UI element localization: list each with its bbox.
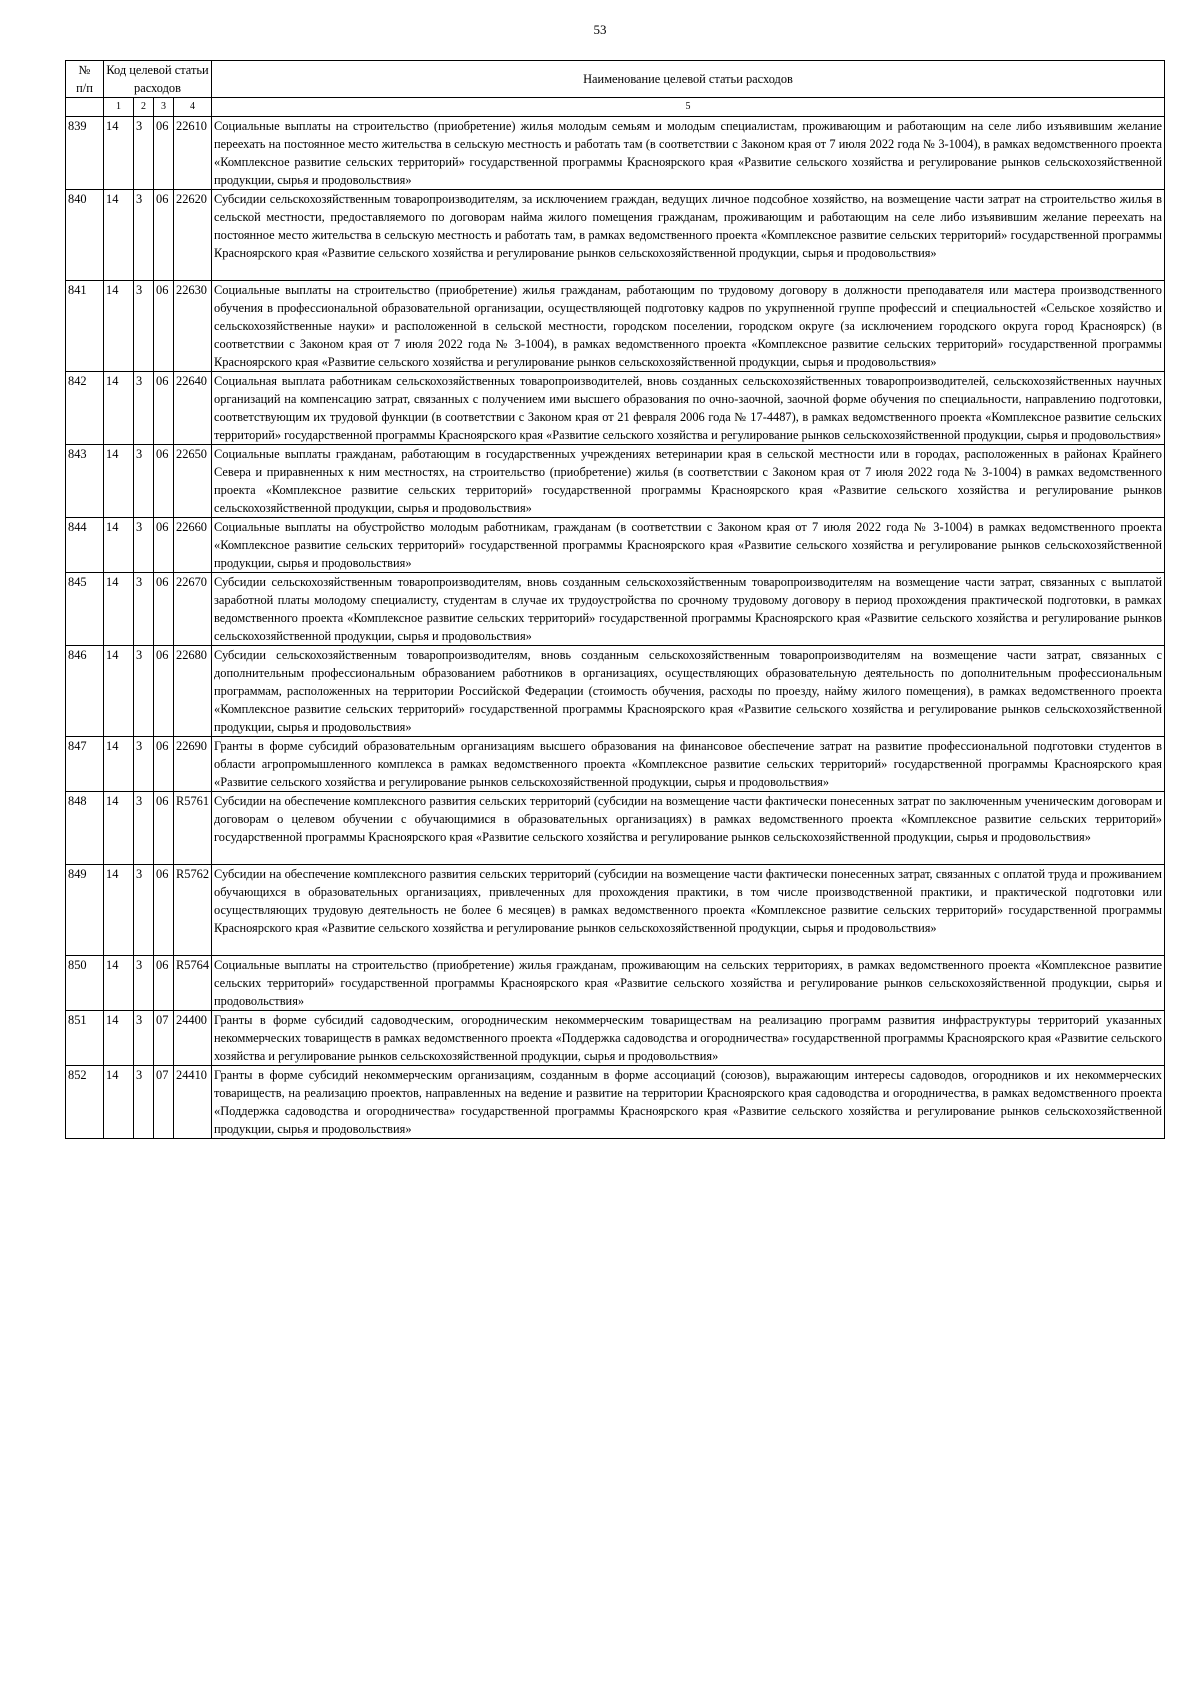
table-header-row bbox=[66, 61, 1165, 98]
row-name: Субсидии сельскохозяйственным товаропроизводителям, вновь созданным сельскохозяйственным товаропроизводителям на возмещение части затрат, связанных с выплатой заработной платы молодому специалисту, студентам в случае их трудоустройства по срочному трудовому договору в период прохождения практической подготовки, в рамках ведомственного проекта «Комплексное развитие сельских территорий» государственной программы Красноярского края «Развитие сельского хозяйства и регулирование рынков сельскохозяйственной продукции, сырья и продовольствия» bbox=[212, 573, 1165, 646]
row-name: Гранты в форме субсидий садоводческим, огородническим некоммерческим товариществам на реализацию программ развития инфраструктуры территорий указанных некоммерческих товариществ в рамках ведомственного проекта «Поддержка садоводства и огородничества» государственной программы Красноярского края «Развитие сельского хозяйства и регулирование рынков сельскохозяйственной продукции, сырья и продовольствия» bbox=[212, 1011, 1165, 1066]
header-index-cell: 3 bbox=[154, 98, 174, 117]
code-part-4: 22650 bbox=[174, 445, 212, 518]
code-part-3: 06 bbox=[154, 646, 174, 737]
row-number: 846 bbox=[66, 646, 104, 737]
code-part-3: 06 bbox=[154, 737, 174, 792]
code-part-2: 3 bbox=[134, 737, 154, 792]
code-part-2: 3 bbox=[134, 1011, 154, 1066]
row-name: Гранты в форме субсидий некоммерческим организациям, созданным в форме ассоциаций (союзов), выражающим интересы садоводов, огородников и их некоммерческих товариществ, на реализацию проектов, направленных на ведение и развитие на территории Красноярского края садоводства и огородничества, в рамках ведомственного проекта «Поддержка садоводства и огородничества» государственной программы Красноярского края «Развитие сельского хозяйства и регулирование рынков сельскохозяйственной продукции, сырья и продовольствия» bbox=[212, 1066, 1165, 1139]
code-part-4: 22690 bbox=[174, 737, 212, 792]
code-part-1: 14 bbox=[104, 372, 134, 445]
table-row bbox=[66, 956, 1165, 1011]
code-part-1: 14 bbox=[104, 865, 134, 956]
code-part-2: 3 bbox=[134, 372, 154, 445]
code-part-3: 06 bbox=[154, 190, 174, 281]
code-part-4: 22660 bbox=[174, 518, 212, 573]
code-part-4: 22610 bbox=[174, 117, 212, 190]
code-part-1: 14 bbox=[104, 117, 134, 190]
code-part-3: 06 bbox=[154, 792, 174, 865]
code-part-4: 22670 bbox=[174, 573, 212, 646]
row-name: Социальные выплаты на строительство (приобретение) жилья гражданам, проживающим на сельских территориях, в рамках ведомственного проекта «Комплексное развитие сельских территорий» государственной программы Красноярского края «Развитие сельского хозяйства и регулирование рынков сельскохозяйственной продукции, сырья и продовольствия» bbox=[212, 956, 1165, 1011]
header-index-cell: 2 bbox=[134, 98, 154, 117]
code-part-2: 3 bbox=[134, 1066, 154, 1139]
code-part-3: 06 bbox=[154, 372, 174, 445]
code-part-2: 3 bbox=[134, 281, 154, 372]
header-index-row bbox=[66, 98, 1165, 117]
code-part-2: 3 bbox=[134, 956, 154, 1011]
row-name: Субсидии на обеспечение комплексного развития сельских территорий (субсидии на возмещение части фактически понесенных затрат, связанных с оплатой труда и проживанием обучающихся в образовательных организациях, привлеченных для прохождения практики, в том числе производственной практики, и практической подготовки или осуществляющих трудовую деятельность не более 6 месяцев) в рамках ведомственного проекта «Комплексное развитие сельских территорий» государственной программы Красноярского края «Развитие сельского хозяйства и регулирование рынков сельскохозяйственной продукции, сырья и продовольствия» bbox=[212, 865, 1165, 956]
code-part-3: 06 bbox=[154, 518, 174, 573]
code-part-3: 07 bbox=[154, 1066, 174, 1139]
code-part-3: 07 bbox=[154, 1011, 174, 1066]
header-index-cell: 1 bbox=[104, 98, 134, 117]
code-part-3: 06 bbox=[154, 445, 174, 518]
code-part-4: R5762 bbox=[174, 865, 212, 956]
code-part-4: 24410 bbox=[174, 1066, 212, 1139]
row-number: 844 bbox=[66, 518, 104, 573]
code-part-1: 14 bbox=[104, 281, 134, 372]
code-part-4: R5764 bbox=[174, 956, 212, 1011]
row-number: 851 bbox=[66, 1011, 104, 1066]
row-number: 840 bbox=[66, 190, 104, 281]
code-part-1: 14 bbox=[104, 518, 134, 573]
code-part-2: 3 bbox=[134, 117, 154, 190]
table-row bbox=[66, 792, 1165, 865]
table-row bbox=[66, 646, 1165, 737]
code-part-3: 06 bbox=[154, 573, 174, 646]
code-part-1: 14 bbox=[104, 573, 134, 646]
row-number: 845 bbox=[66, 573, 104, 646]
table-row bbox=[66, 281, 1165, 372]
row-name: Субсидии на обеспечение комплексного развития сельских территорий (субсидии на возмещение части фактически понесенных затрат по заключенным ученическим договорам и договорам о целевом обучении с обучающимися в образовательных организациях) в рамках ведомственного проекта «Комплексное развитие сельских территорий» государственной программы Красноярского края «Развитие сельского хозяйства и регулирование рынков сельскохозяйственной продукции, сырья и продовольствия» bbox=[212, 792, 1165, 865]
code-part-1: 14 bbox=[104, 445, 134, 518]
table-row bbox=[66, 190, 1165, 281]
header-code: Код целевой статьи расходов bbox=[104, 61, 212, 98]
code-part-1: 14 bbox=[104, 1066, 134, 1139]
row-name: Социальные выплаты гражданам, работающим в государственных учреждениях ветеринарии края в сельской местности или в городах, расположенных в районах Крайнего Севера и приравненных к ним местностях, на строительство (приобретение) жилья (в соответствии с Законом края от 7 июля 2022 года № 3-1004) в рамках ведомственного проекта «Комплексное развитие сельских территорий» государственной программы Красноярского края «Развитие сельского хозяйства и регулирование рынков сельскохозяйственной продукции, сырья и продовольствия» bbox=[212, 445, 1165, 518]
row-number: 839 bbox=[66, 117, 104, 190]
row-name: Социальные выплаты на обустройство молодым работникам, гражданам (в соответствии с Законом края от 7 июля 2022 года № 3-1004) в рамках ведомственного проекта «Комплексное развитие сельских территорий» государственной программы Красноярского края «Развитие сельского хозяйства и регулирование рынков сельскохозяйственной продукции, сырья и продовольствия» bbox=[212, 518, 1165, 573]
table-row bbox=[66, 1011, 1165, 1066]
code-part-2: 3 bbox=[134, 865, 154, 956]
table-row bbox=[66, 865, 1165, 956]
table-row bbox=[66, 1066, 1165, 1139]
row-name: Социальные выплаты на строительство (приобретение) жилья гражданам, работающим по трудовому договору в должности преподавателя или мастера производственного обучения в профессиональной образовательной организации, осуществляющей подготовку кадров по укрупненной группе профессий и специальностей «Сельское хозяйство и сельскохозяйственные науки» и расположенной в сельской местности, городском поселении, городском округе (за исключением городского округа город Красноярск) (в соответствии с Законом края от 7 июля 2022 года № 3-1004), в рамках ведомственного проекта «Комплексное развитие сельских территорий» государственной программы Красноярского края «Развитие сельского хозяйства и регулирование рынков сельскохозяйственной продукции, сырья и продовольствия» bbox=[212, 281, 1165, 372]
code-part-3: 06 bbox=[154, 865, 174, 956]
code-part-1: 14 bbox=[104, 956, 134, 1011]
row-name: Социальные выплаты на строительство (приобретение) жилья молодым семьям и молодым специалистам, проживающим и работающим на селе либо изъявившим желание переехать на постоянное место жительства в сельскую местность и работать там (в соответствии с Законом края от 7 июля 2022 года № 3-1004), в рамках ведомственного проекта «Комплексное развитие сельских территорий» государственной программы Красноярского края «Развитие сельского хозяйства и регулирование рынков сельскохозяйственной продукции, сырья и продовольствия» bbox=[212, 117, 1165, 190]
code-part-1: 14 bbox=[104, 190, 134, 281]
table-row bbox=[66, 737, 1165, 792]
row-number: 841 bbox=[66, 281, 104, 372]
code-part-1: 14 bbox=[104, 792, 134, 865]
table-row bbox=[66, 117, 1165, 190]
code-part-2: 3 bbox=[134, 792, 154, 865]
row-name: Субсидии сельскохозяйственным товаропроизводителям, вновь созданным сельскохозяйственным товаропроизводителям на возмещение части затрат, связанных с дополнительным профессиональным образованием работников в организациях, осуществляющих образовательную деятельность по дополнительным профессиональным программам, расположенных на территории Российской Федерации (стоимость обучения, расходы по проезду, найму жилого помещения), в рамках ведомственного проекта «Комплексное развитие сельских территорий» государственной программы Красноярского края «Развитие сельского хозяйства и регулирование рынков сельскохозяйственной продукции, сырья и продовольствия» bbox=[212, 646, 1165, 737]
row-number: 847 bbox=[66, 737, 104, 792]
code-part-2: 3 bbox=[134, 518, 154, 573]
table-row bbox=[66, 445, 1165, 518]
code-part-3: 06 bbox=[154, 956, 174, 1011]
code-part-2: 3 bbox=[134, 573, 154, 646]
row-number: 850 bbox=[66, 956, 104, 1011]
code-part-2: 3 bbox=[134, 445, 154, 518]
header-no: № п/п bbox=[66, 61, 104, 98]
code-part-1: 14 bbox=[104, 737, 134, 792]
row-number: 852 bbox=[66, 1066, 104, 1139]
header-index-cell: 4 bbox=[174, 98, 212, 117]
code-part-4: 22620 bbox=[174, 190, 212, 281]
code-part-4: R5761 bbox=[174, 792, 212, 865]
table-row bbox=[66, 518, 1165, 573]
code-part-1: 14 bbox=[104, 1011, 134, 1066]
code-part-3: 06 bbox=[154, 117, 174, 190]
code-part-3: 06 bbox=[154, 281, 174, 372]
table-row bbox=[66, 372, 1165, 445]
row-number: 848 bbox=[66, 792, 104, 865]
budget-table bbox=[65, 60, 1165, 1139]
code-part-4: 22640 bbox=[174, 372, 212, 445]
page-number: 53 bbox=[593, 22, 607, 37]
header-index-cell: 5 bbox=[212, 98, 1165, 117]
row-number: 842 bbox=[66, 372, 104, 445]
code-part-2: 3 bbox=[134, 190, 154, 281]
header-name: Наименование целевой статьи расходов bbox=[212, 61, 1165, 98]
code-part-4: 22630 bbox=[174, 281, 212, 372]
table-row bbox=[66, 573, 1165, 646]
code-part-4: 24400 bbox=[174, 1011, 212, 1066]
row-number: 843 bbox=[66, 445, 104, 518]
code-part-4: 22680 bbox=[174, 646, 212, 737]
row-name: Социальная выплата работникам сельскохозяйственных товаропроизводителей, вновь созданных сельскохозяйственных товаропроизводителей, сельскохозяйственных научных организаций на компенсацию затрат, связанных с получением ими высшего образования по очно-заочной, заочной форме обучения по специальности, направлению подготовки, соответствующим их трудовой функции (в соответствии с Законом края от 21 февраля 2006 года № 17-4487), в рамках ведомственного проекта «Комплексное развитие сельских территорий» государственной программы Красноярского края «Развитие сельского хозяйства и регулирование рынков сельскохозяйственной продукции, сырья и продовольствия» bbox=[212, 372, 1165, 445]
row-name: Гранты в форме субсидий образовательным организациям высшего образования на финансовое обеспечение затрат на развитие профессиональной подготовки студентов в области агропромышленного комплекса в рамках ведомственного проекта «Комплексное развитие сельских территорий» государственной программы Красноярского края «Развитие сельского хозяйства и регулирование рынков сельскохозяйственной продукции, сырья и продовольствия» bbox=[212, 737, 1165, 792]
header-index-cell bbox=[66, 98, 104, 117]
row-number: 849 bbox=[66, 865, 104, 956]
code-part-2: 3 bbox=[134, 646, 154, 737]
row-name: Субсидии сельскохозяйственным товаропроизводителям, за исключением граждан, ведущих личное подсобное хозяйство, на возмещение части затрат на строительство жилья в сельской местности, предоставляемого по договорам найма жилого помещения гражданам, проживающим и работающим на селе либо изъявившим желание переехать на постоянное место жительства в сельскую местность и работать там, в рамках ведомственного проекта «Комплексное развитие сельских территорий» государственной программы Красноярского края «Развитие сельского хозяйства и регулирование рынков сельскохозяйственной продукции, сырья и продовольствия» bbox=[212, 190, 1165, 281]
code-part-1: 14 bbox=[104, 646, 134, 737]
